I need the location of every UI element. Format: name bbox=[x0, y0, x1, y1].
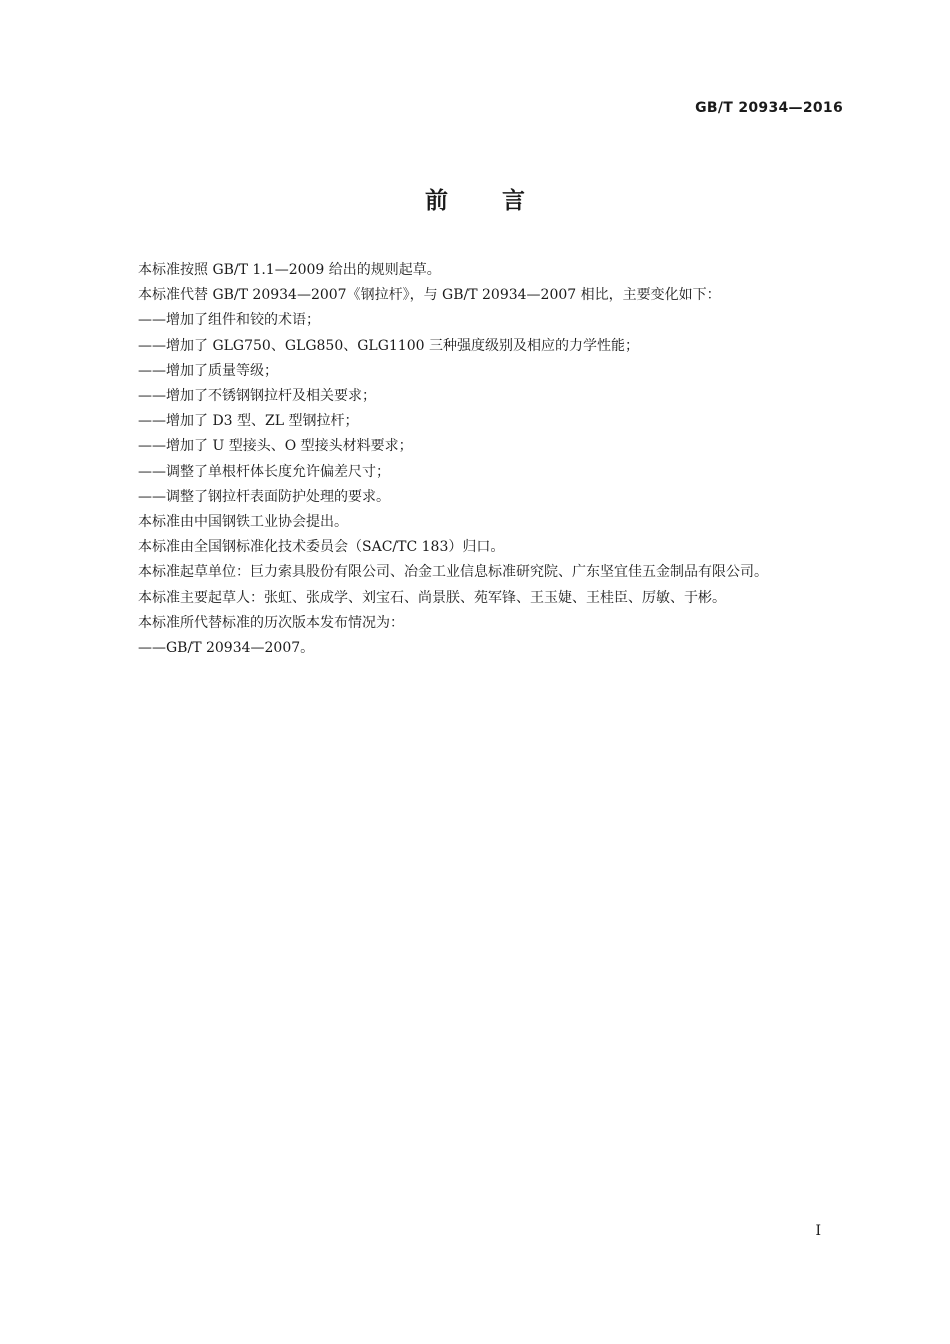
change-list-item: ——增加了 GLG750、GLG850、GLG1100 三种强度级别及相应的力学性能； bbox=[138, 337, 639, 354]
change-list-item: ——增加了 U 型接头、O 型接头材料要求； bbox=[138, 438, 413, 455]
change-list-item: ——增加了质量等级； bbox=[138, 362, 278, 379]
paragraph: 本标准主要起草人：张虹、张成学、刘宝石、尚景朕、苑军锋、王玉婕、王桂臣、厉敏、于彬。 bbox=[138, 589, 726, 606]
change-list-item: ——调整了单根杆体长度允许偏差尺寸； bbox=[138, 463, 390, 480]
paragraph: 本标准所代替标准的历次版本发布情况为： bbox=[138, 614, 404, 631]
page-title: 前言 bbox=[425, 188, 579, 214]
paragraph: 本标准按照 GB/T 1.1—2009 给出的规则起草。 bbox=[138, 262, 441, 278]
change-list-item: ——调整了钢拉杆表面防护处理的要求。 bbox=[138, 488, 390, 505]
change-list-item: ——增加了组件和铰的术语； bbox=[138, 312, 320, 329]
page-number: I bbox=[815, 1223, 821, 1239]
history-list-item: ——GB/T 20934—2007。 bbox=[138, 640, 315, 657]
paragraph: 本标准由中国钢铁工业协会提出。 bbox=[138, 514, 348, 531]
change-list-item: ——增加了 D3 型、ZL 型钢拉杆； bbox=[138, 413, 359, 430]
document-body bbox=[107, 258, 843, 661]
change-list-item: ——增加了不锈钢钢拉杆及相关要求； bbox=[138, 388, 376, 405]
paragraph: 本标准由全国钢标准化技术委员会（SAC/TC 183）归口。 bbox=[138, 539, 505, 556]
paragraph: 本标准起草单位：巨力索具股份有限公司、冶金工业信息标准研究院、广东坚宜佳五金制品有限公司。 bbox=[138, 564, 768, 581]
standard-number: GB/T 20934—2016 bbox=[695, 100, 843, 116]
paragraph: 本标准代替 GB/T 20934—2007《钢拉杆》，与 GB/T 20934—2007 相比，主要变化如下： bbox=[138, 287, 721, 304]
